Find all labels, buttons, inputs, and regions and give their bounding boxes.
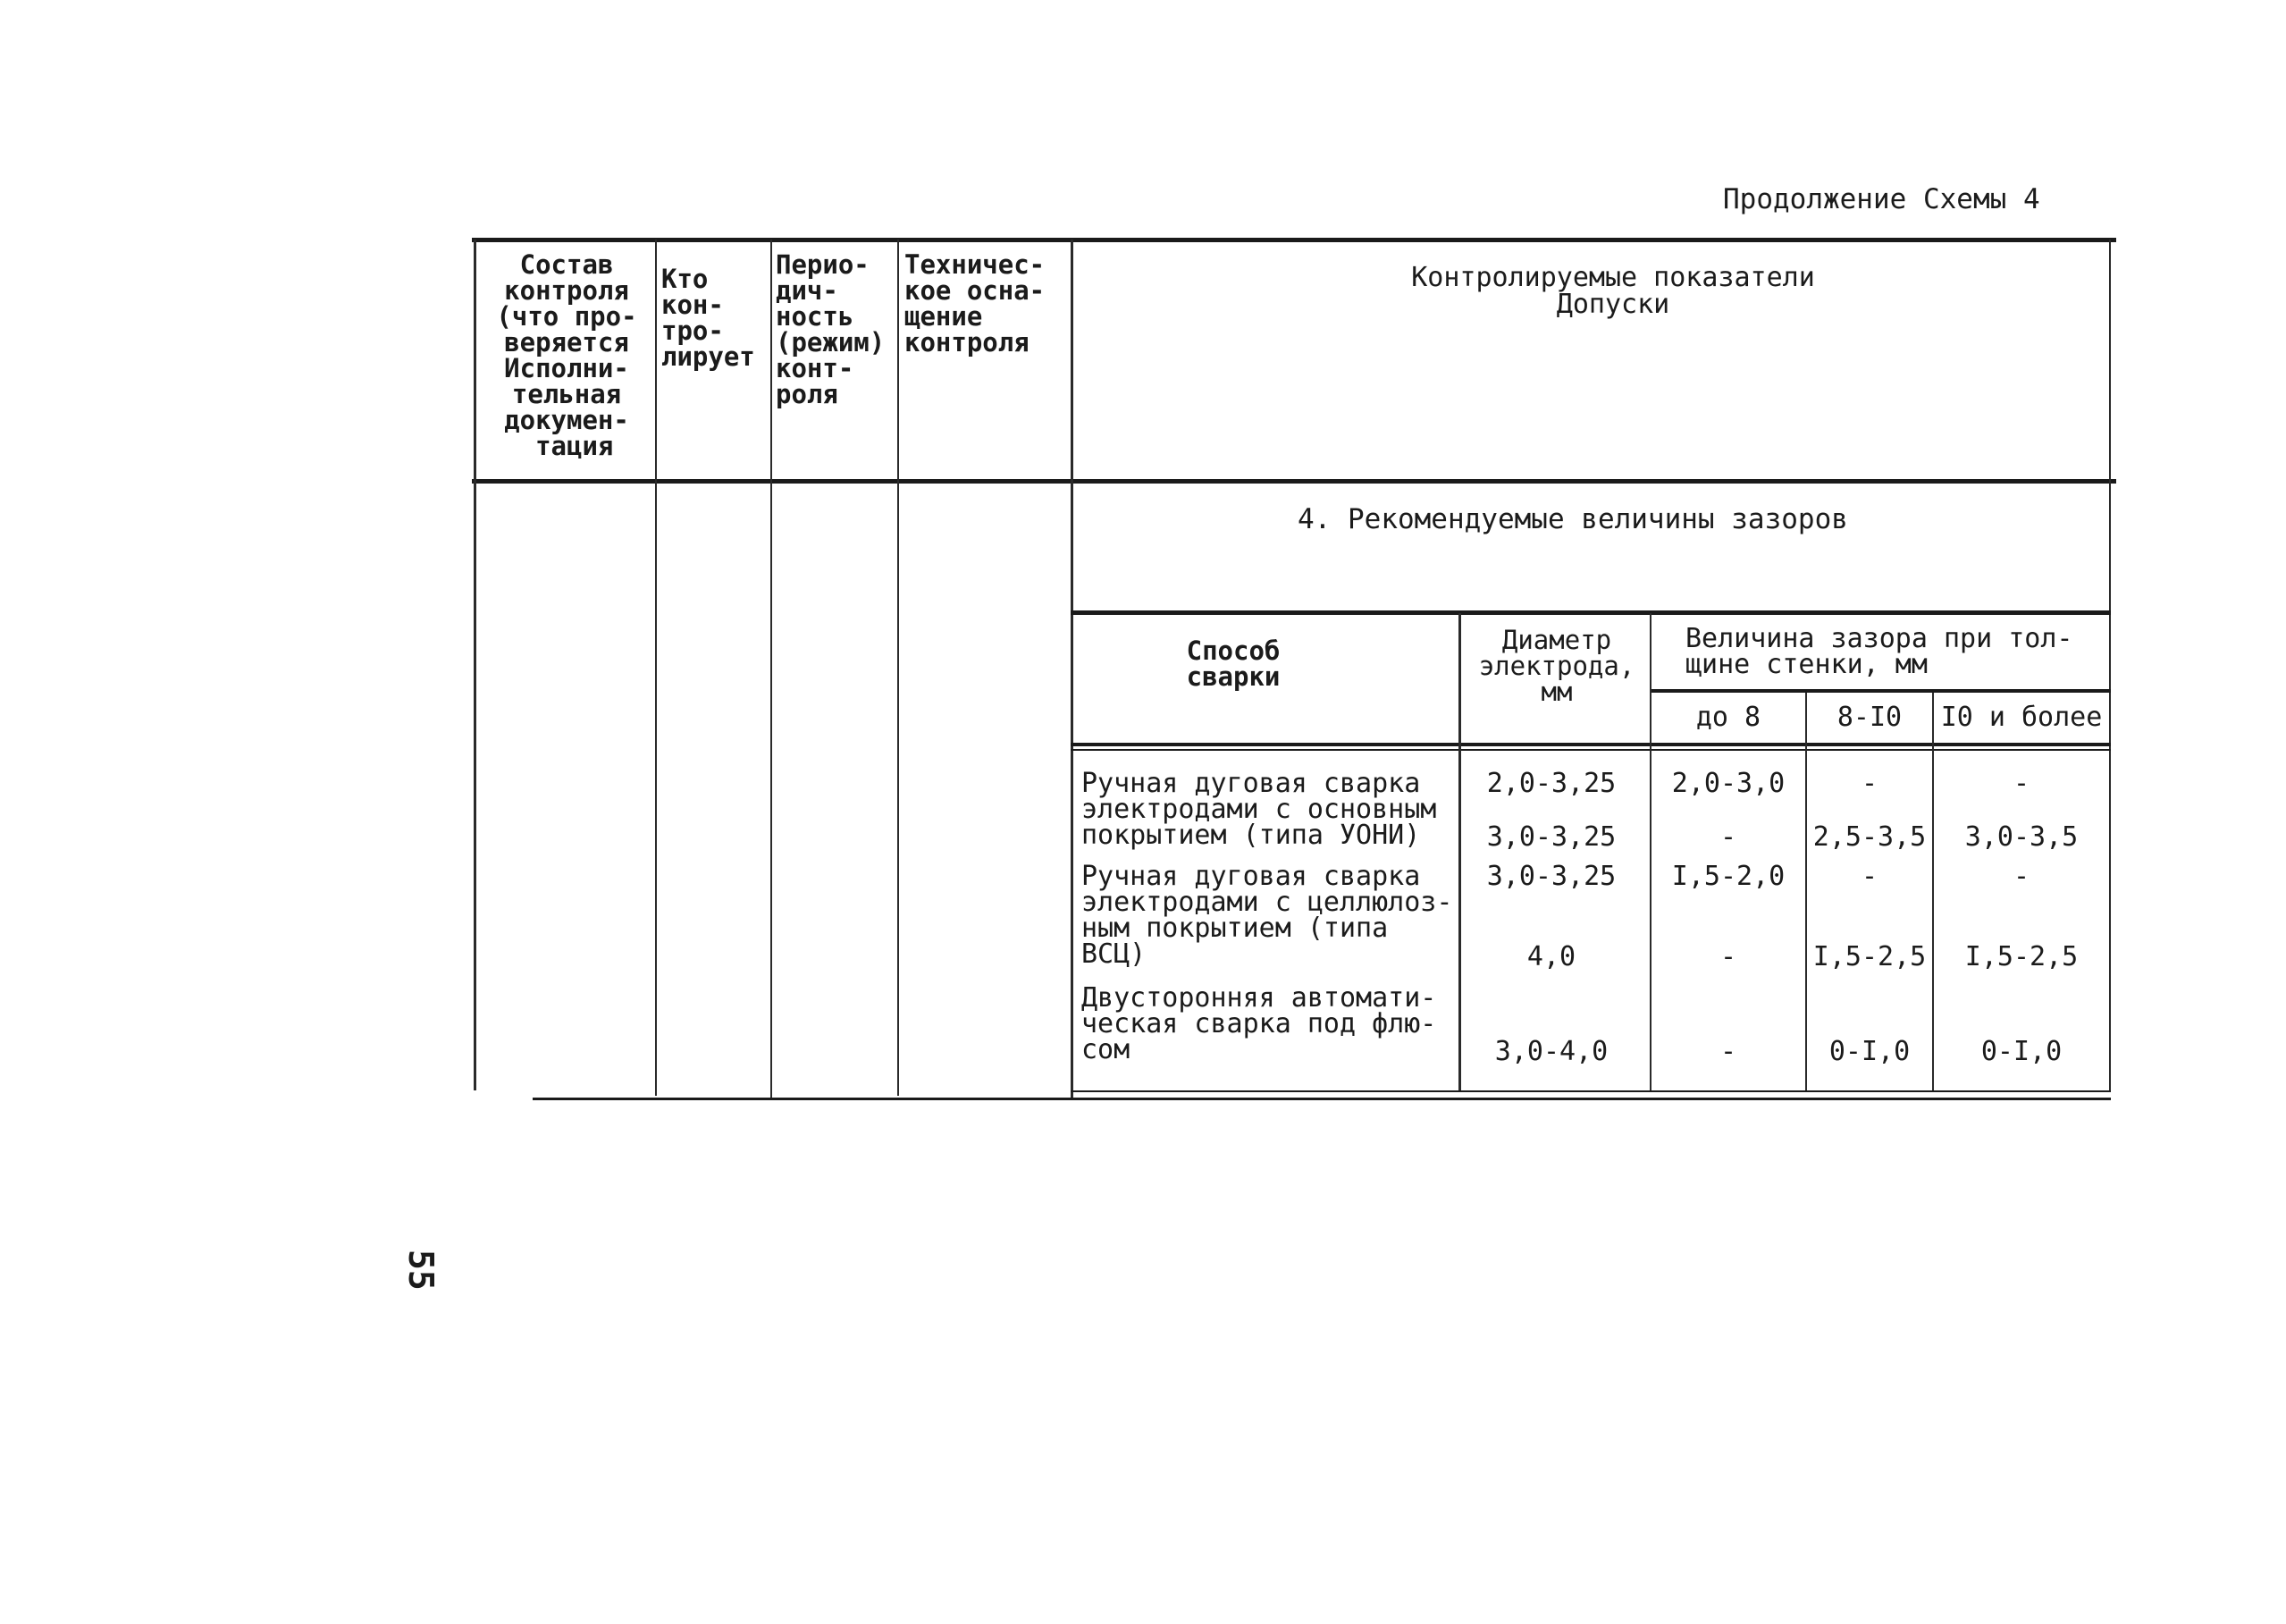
table-cell: -	[1861, 861, 1878, 892]
page-number: 55	[401, 1250, 441, 1291]
table-cell: 3,0-3,25	[1486, 821, 1617, 853]
subtable-header-bottom-rule	[1071, 743, 2111, 746]
col-divider-2	[770, 240, 772, 1099]
col-divider-3	[897, 240, 899, 1096]
continuation-title: Продолжение Схемы 4	[1723, 183, 2040, 215]
table-cell: -	[2013, 861, 2030, 892]
table-cell: I,5-2,5	[1964, 941, 2079, 972]
header-bottom-rule	[472, 479, 2116, 484]
subheader-gap-8-10: 8-I0	[1836, 702, 1903, 733]
col-divider-4	[1071, 240, 1073, 1099]
header-who-controls: Кто кон- тро- лирует	[661, 264, 755, 372]
subheader-method: Способ сварки	[1186, 635, 1281, 692]
sub-col-divider-3	[1805, 693, 1807, 1092]
header-controlled-indicators: Контролируемые показатели Допуски	[1411, 262, 1815, 320]
subtable-header-bottom-rule-2	[1071, 749, 2111, 751]
table-cell: 2,5-3,5	[1812, 821, 1927, 853]
table-cell: -	[1719, 1036, 1737, 1067]
subtable-top-rule	[1071, 610, 2111, 615]
header-periodicity: Перио- дич- ность (режим) конт- роля	[776, 249, 886, 409]
table-left-border	[474, 240, 476, 1090]
header-composition: Состав контроля (что про- веряется Исполни- тельная докумен- тация	[496, 249, 637, 461]
col-divider-1	[655, 240, 657, 1096]
table-cell: 3,0-3,5	[1964, 821, 2079, 853]
subheader-gap-10-plus: I0 и более	[1940, 702, 2103, 733]
table-cell: -	[2013, 768, 2030, 799]
table-cell: 2,0-3,25	[1486, 768, 1617, 799]
header-equipment: Техничес- кое осна- щение контроля	[904, 249, 1046, 358]
row-method-cellulose-coating: Ручная дуговая сварка электродами с целлюлоз- ным покрытием (типа ВСЦ)	[1081, 861, 1453, 970]
row-method-automatic-flux: Двусторонняя автомати- ческая сварка под флю- сом	[1081, 982, 1437, 1065]
table-cell: -	[1719, 941, 1737, 972]
table-cell: 4,0	[1526, 941, 1576, 972]
table-cell: 0-I,0	[1828, 1036, 1911, 1067]
subheader-gap-group: Величина зазора при тол- щине стенки, мм	[1685, 623, 2073, 680]
table-cell: I,5-2,5	[1812, 941, 1927, 972]
gap-subheader-rule	[1651, 689, 2111, 693]
sub-col-divider-1	[1458, 613, 1461, 1092]
subheader-gap-up-to-8: до 8	[1695, 702, 1761, 733]
table-cell: 2,0-3,0	[1671, 768, 1786, 799]
subtable-bottom-rule	[1071, 1090, 2111, 1092]
table-top-rule	[472, 238, 2116, 242]
table-cell: 3,0-3,25	[1486, 861, 1617, 892]
table-bottom-rule	[533, 1098, 2111, 1100]
table-cell: 0-I,0	[1980, 1036, 2063, 1067]
sub-col-divider-4	[1932, 693, 1934, 1092]
table-right-border	[2109, 240, 2111, 1090]
subheader-diameter: Диаметр электрода, мм	[1478, 625, 1635, 707]
section-title: 4. Рекомендуемые величины зазоров	[1298, 503, 1848, 535]
table-cell: I,5-2,0	[1671, 861, 1786, 892]
table-cell: -	[1719, 821, 1737, 853]
table-cell: -	[1861, 768, 1878, 799]
table-cell: 3,0-4,0	[1494, 1036, 1609, 1067]
row-method-basic-coating: Ручная дуговая сварка электродами с основным покрытием (типа УОНИ)	[1081, 768, 1437, 851]
